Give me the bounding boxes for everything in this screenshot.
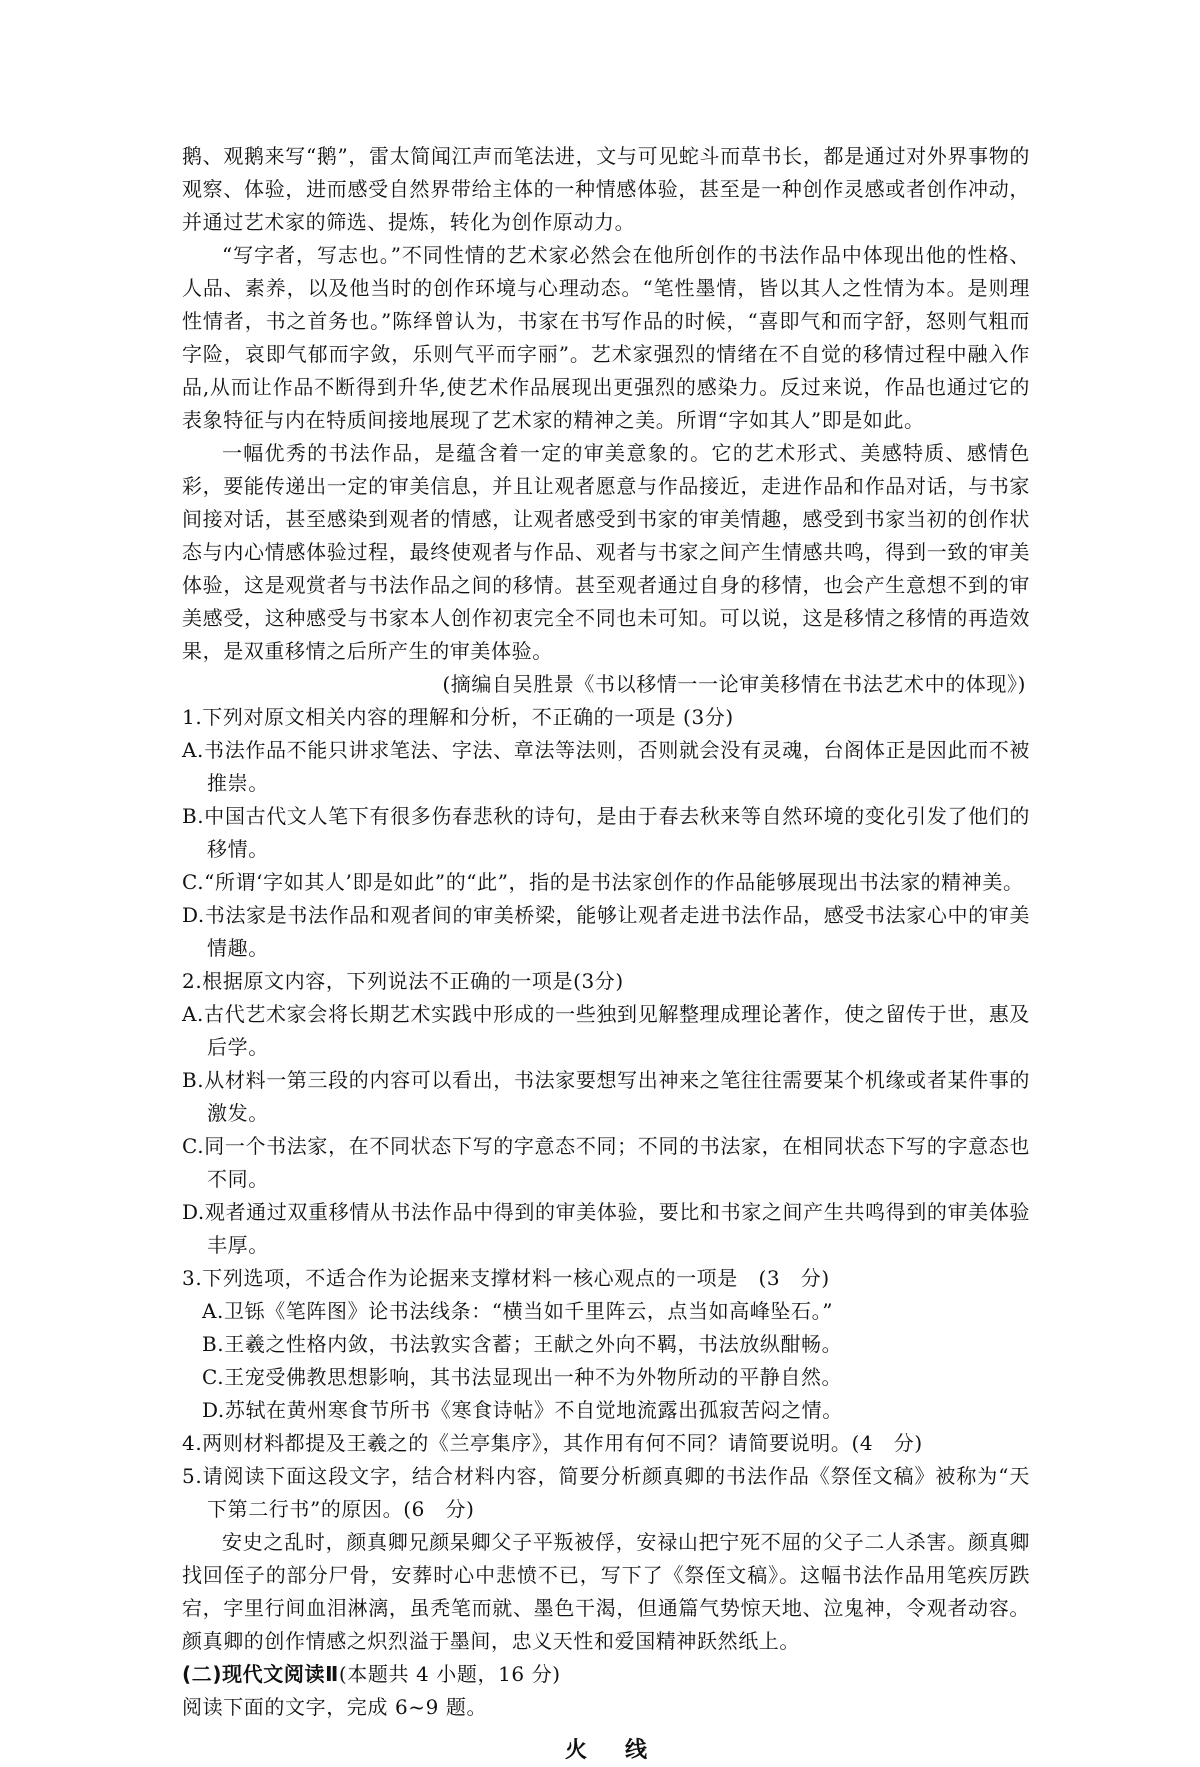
question-2-option-c: C.同一个书法家，在不同状态下写的字意态不同；不同的书法家，在相同状态下写的字意态也不同。 bbox=[182, 1134, 1030, 1191]
section-2-instruction: 阅读下面的文字，完成 6~9 题。 bbox=[182, 1695, 488, 1719]
question-2-option-b: B.从材料一第三段的内容可以看出，书法家要想写出神来之笔往往需要某个机缘或者某件事的激发。 bbox=[182, 1068, 1030, 1125]
passage-paragraph-1: 鹅、观鹅来写“鹅”，雷太简闻江声而笔法进，文与可见蛇斗而草书长，都是通过对外界事物的观察、体验，进而感受自然界带给主体的一种情感体验，甚至是一种创作灵感或者创作冲动，并通过艺术家的筛选、提炼，转化为创作原动力。 bbox=[182, 144, 1030, 234]
page-content bbox=[182, 140, 1030, 1767]
question-1-option-c: C.“所谓‘字如其人’即是如此”的“此”，指的是书法家创作的作品能够展现出书法家的精神美。 bbox=[182, 870, 1024, 894]
passage-source: (摘编自吴胜景《书以移情一一论审美移情在书法艺术中的体现》) bbox=[442, 672, 1026, 696]
question-2-option-a: A.古代艺术家会将长期艺术实践中形成的一些独到见解整理成理论著作，使之留传于世，惠及后学。 bbox=[182, 1002, 1030, 1059]
question-3-option-a: A.卫铄《笔阵图》论书法线条：“横当如千里阵云，点当如高峰坠石。” bbox=[202, 1299, 834, 1323]
passage-paragraph-2: “写字者，写志也。”不同性情的艺术家必然会在他所创作的书法作品中体现出他的性格、人品、素养，以及他当时的创作环境与心理动态。“笔性墨情，皆以其人之性情为本。是则理性情者，书之首务也。”陈绎曾认为，书家在书写作品的时候，“喜即气和而字舒，怒则气粗而字险，哀即气郁而字敛，乐则气平而字丽”。艺术家强烈的情绪在不自觉的移情过程中融入作品,从而让作品不断得到升华,使艺术作品展现出更强烈的感染力。反过来说，作品也通过它的表象特征与内在特质间接地展现了艺术家的精神之美。所谓“字如其人”即是如此。 bbox=[182, 243, 1030, 432]
question-5-material: 安史之乱时，颜真卿兄颜杲卿父子平叛被俘，安禄山把宁死不屈的父子二人杀害。颜真卿找回侄子的部分尸骨，安葬时心中悲愤不已，写下了《祭侄文稿》。这幅书法作品用笔疾厉跌宕，字里行间血泪淋漓，虽秃笔而就、墨色干渴，但通篇气势惊天地、泣鬼神，令观者动容。颜真卿的创作情感之炽烈溢于墨间，忠义天性和爱国精神跃然纸上。 bbox=[182, 1530, 1030, 1653]
section-2-heading-note: (本题共 4 小题，16 分) bbox=[338, 1662, 561, 1686]
question-3-option-d: D.苏轼在黄州寒食节所书《寒食诗帖》不自觉地流露出孤寂苦闷之情。 bbox=[202, 1398, 843, 1422]
article-title: 火线 bbox=[564, 1738, 685, 1763]
question-3-option-c: C.王宠受佛教思想影响，其书法显现出一种不为外物所动的平静自然。 bbox=[202, 1365, 843, 1389]
question-3-option-b: B.王羲之性格内敛，书法敦实含蓄；王献之外向不羁，书法放纵酣畅。 bbox=[202, 1332, 843, 1356]
question-1-option-a: A.书法作品不能只讲求笔法、字法、章法等法则，否则就会没有灵魂，台阁体正是因此而不被推崇。 bbox=[182, 738, 1030, 795]
question-1-stem: 1.下列对原文相关内容的理解和分析，不正确的一项是 (3分) bbox=[182, 705, 734, 729]
question-3-stem: 3.下列选项，不适合作为论据来支撑材料一核心观点的一项是 (3 分) bbox=[182, 1266, 830, 1290]
question-2-option-d: D.观者通过双重移情从书法作品中得到的审美体验，要比和书家之间产生共鸣得到的审美体验丰厚。 bbox=[182, 1200, 1030, 1257]
passage-paragraph-3: 一幅优秀的书法作品，是蕴含着一定的审美意象的。它的艺术形式、美感特质、感情色彩，要能传递出一定的审美信息，并且让观者愿意与作品接近，走进作品和作品对话，与书家间接对话，甚至感染到观者的情感，让观者感受到书家的审美情趣，感受到书家当初的创作状态与内心情感体验过程，最终使观者与作品、观者与书家之间产生情感共鸣，得到一致的审美体验，这是观赏者与书法作品之间的移情。甚至观者通过自身的移情，也会产生意想不到的审美感受，这种感受与书家本人创作初衷完全不同也未可知。可以说，这是移情之移情的再造效果，是双重移情之后所产生的审美体验。 bbox=[182, 441, 1030, 663]
question-1-option-d: D.书法家是书法作品和观者间的审美桥梁，能够让观者走进书法作品，感受书法家心中的审美情趣。 bbox=[182, 903, 1030, 960]
question-1-option-b: B.中国古代文人笔下有很多伤春悲秋的诗句，是由于春去秋来等自然环境的变化引发了他们的移情。 bbox=[182, 804, 1030, 861]
question-5-stem: 5.请阅读下面这段文字，结合材料内容，简要分析颜真卿的书法作品《祭侄文稿》被称为“天下第二行书”的原因。(6 分) bbox=[182, 1464, 1030, 1521]
section-2-heading-label: (二)现代文阅读Ⅱ bbox=[182, 1662, 339, 1686]
section-2-heading bbox=[182, 1658, 1030, 1691]
question-2-stem: 2.根据原文内容，下列说法不正确的一项是(3分) bbox=[182, 969, 624, 993]
question-4-stem: 4.两则材料都提及王羲之的《兰亭集序》，其作用有何不同？请简要说明。(4 分) bbox=[182, 1431, 923, 1455]
